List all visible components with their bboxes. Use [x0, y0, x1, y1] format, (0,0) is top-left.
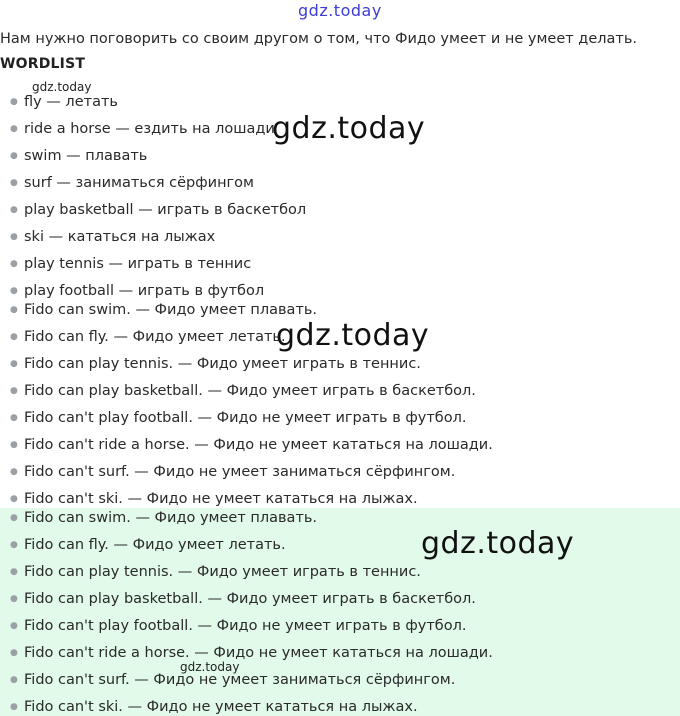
- bullet-icon: ●: [10, 567, 18, 577]
- bullet-icon: ●: [10, 359, 18, 369]
- answer-sentence-item: [0, 562, 421, 582]
- sentence-item-text: Fido can't ride a horse. — Фидо не умеет кататься на лошади.: [24, 437, 493, 453]
- answer-sentence-item-text: Fido can swim. — Фидо умеет плавать.: [24, 510, 318, 526]
- sentence-item: [0, 435, 493, 455]
- watermark-big-2: gdz.today: [276, 318, 430, 353]
- answer-sentence-item-text: Fido can't play football. — Фидо не умеет играть в футбол.: [24, 618, 467, 634]
- bullet-icon: ●: [10, 332, 18, 342]
- answer-sentence-item-text: Fido can't surf. — Фидо не умеет заниматься сёрфингом.: [24, 672, 456, 688]
- answer-sentence-item-text: Fido can't ride a horse. — Фидо не умеет кататься на лошади.: [24, 645, 493, 661]
- wordlist-item-text: fly — летать: [24, 94, 118, 110]
- watermark-big-3: gdz.today: [421, 526, 575, 561]
- bullet-icon: ●: [10, 540, 18, 550]
- answer-sentence-item-text: Fido can play tennis. — Фидо умеет играть в теннис.: [24, 564, 421, 580]
- wordlist-item: [0, 173, 254, 193]
- answer-sentence-item: [0, 616, 466, 636]
- bullet-icon: ●: [10, 594, 18, 604]
- sentence-item-text: Fido can play tennis. — Фидо умеет играть в теннис.: [24, 356, 421, 372]
- wordlist-item-text: surf — заниматься сёрфингом: [24, 175, 254, 191]
- answer-sentence-item-text: Fido can play basketball. — Фидо умеет играть в баскетбол.: [24, 591, 476, 607]
- bullet-icon: ●: [10, 702, 18, 712]
- bullet-icon: ●: [10, 305, 18, 315]
- bullet-icon: ●: [10, 413, 18, 423]
- sentence-item: [0, 462, 455, 482]
- wordlist-item: [0, 200, 306, 220]
- wordlist-item-text: ride a horse — ездить на лошади: [24, 121, 275, 137]
- sentence-item: [0, 489, 418, 509]
- bullet-icon: ●: [10, 232, 18, 242]
- bullet-icon: ●: [10, 494, 18, 504]
- wordlist-heading: WORDLIST: [0, 56, 86, 72]
- watermark-small-1: gdz.today: [32, 80, 92, 94]
- answer-sentence-item-text: Fido can't ski. — Фидо не умеет кататься на лыжах.: [24, 699, 418, 715]
- wordlist-item-text: ski — кататься на лыжах: [24, 229, 216, 245]
- sentence-item: [0, 300, 317, 320]
- bullet-icon: ●: [10, 513, 18, 523]
- sentence-item-text: Fido can't surf. — Фидо не умеет заниматься сёрфингом.: [24, 464, 456, 480]
- sentence-item: [0, 354, 421, 374]
- wordlist-item-text: play tennis — играть в теннис: [24, 256, 252, 272]
- wordlist-item: [0, 146, 147, 166]
- bullet-icon: ●: [10, 205, 18, 215]
- sentence-item-text: Fido can fly. — Фидо умеет летать.: [24, 329, 286, 345]
- answer-sentence-item: [0, 589, 476, 609]
- wordlist-item: [0, 281, 264, 301]
- sentence-item-text: Fido can swim. — Фидо умеет плавать.: [24, 302, 318, 318]
- bullet-icon: ●: [10, 178, 18, 188]
- answer-sentence-item: [0, 697, 418, 716]
- watermark-big-1: gdz.today: [272, 111, 426, 146]
- wordlist-item: [0, 254, 251, 274]
- sentence-item-text: Fido can't play football. — Фидо не умеет играть в футбол.: [24, 410, 467, 426]
- intro-text: Нам нужно поговорить со своим другом о том, что Фидо умеет и не умеет делать.: [0, 31, 638, 47]
- sentence-item: [0, 408, 466, 428]
- answer-sentence-item: [0, 643, 493, 663]
- bullet-icon: ●: [10, 124, 18, 134]
- bullet-icon: ●: [10, 648, 18, 658]
- bullet-icon: ●: [10, 151, 18, 161]
- answer-sentence-item: [0, 508, 317, 528]
- bullet-icon: ●: [10, 621, 18, 631]
- bullet-icon: ●: [10, 467, 18, 477]
- bullet-icon: ●: [10, 386, 18, 396]
- sentence-item-text: Fido can't ski. — Фидо не умеет кататься на лыжах.: [24, 491, 418, 507]
- wordlist-item-text: play basketball — играть в баскетбол: [24, 202, 307, 218]
- answer-block: [0, 508, 680, 716]
- wordlist-item: [0, 92, 118, 112]
- wordlist-item-text: play football — играть в футбол: [24, 283, 265, 299]
- bullet-icon: ●: [10, 97, 18, 107]
- watermark-top: gdz.today: [298, 1, 382, 20]
- sentence-item-text: Fido can play basketball. — Фидо умеет играть в баскетбол.: [24, 383, 476, 399]
- wordlist-item: [0, 119, 275, 139]
- bullet-icon: ●: [10, 259, 18, 269]
- bullet-icon: ●: [10, 675, 18, 685]
- answer-sentence-item: [0, 535, 286, 555]
- bullet-icon: ●: [10, 286, 18, 296]
- sentence-item: [0, 381, 476, 401]
- wordlist-item-text: swim — плавать: [24, 148, 148, 164]
- answer-sentence-item-text: Fido can fly. — Фидо умеет летать.: [24, 537, 286, 553]
- wordlist-item: [0, 227, 215, 247]
- bullet-icon: ●: [10, 440, 18, 450]
- sentence-item: [0, 327, 286, 347]
- watermark-small-2: gdz.today: [180, 660, 240, 674]
